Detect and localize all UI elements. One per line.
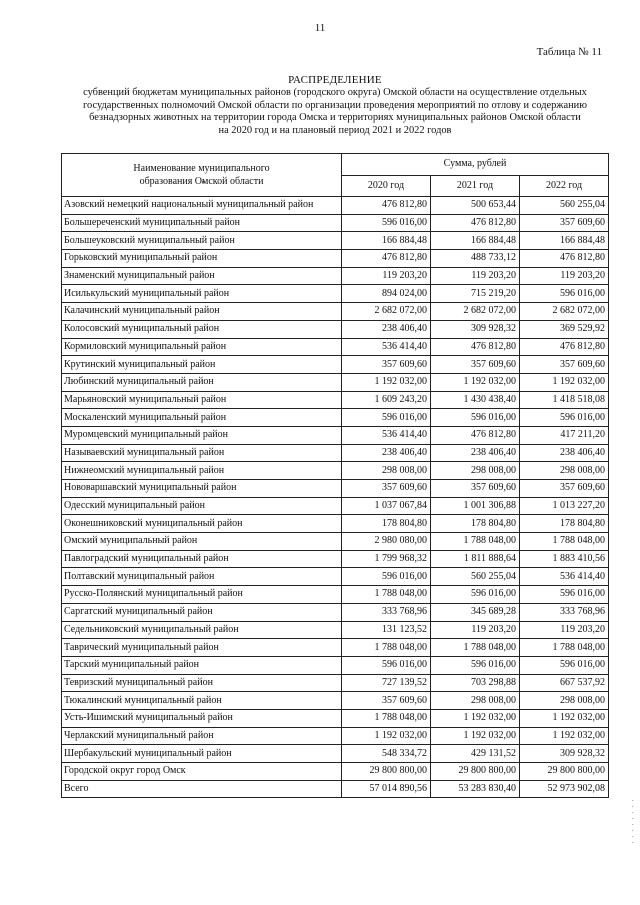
amount-2021: 298 008,00 — [431, 462, 520, 480]
amount-2020: 333 768,96 — [342, 603, 431, 621]
year-2021-header: 2021 год — [431, 175, 520, 197]
table-row — [62, 197, 609, 215]
table-row — [62, 621, 609, 639]
amount-2020: 238 406,40 — [342, 444, 431, 462]
table-row — [62, 480, 609, 498]
table-row — [62, 444, 609, 462]
amount-2022: 2 682 072,00 — [520, 303, 609, 321]
amount-2020: 476 812,80 — [342, 197, 431, 215]
table-row — [62, 603, 609, 621]
heading-line-4: на 2020 год и на плановый период 2021 и 2022 годов — [218, 125, 452, 137]
municipality-name: Седельниковский муниципальный район — [62, 621, 342, 639]
amount-2022: 309 928,32 — [520, 745, 609, 763]
amount-2022: 119 203,20 — [520, 621, 609, 639]
table-row — [62, 586, 609, 604]
amount-2022: 1 788 048,00 — [520, 639, 609, 657]
table-row — [62, 656, 609, 674]
amount-2020: 298 008,00 — [342, 462, 431, 480]
amount-2021: 53 283 830,40 — [431, 780, 520, 798]
amount-2021: 429 131,52 — [431, 745, 520, 763]
table-row — [62, 356, 609, 374]
amount-2022: 298 008,00 — [520, 462, 609, 480]
amount-2021: 476 812,80 — [431, 338, 520, 356]
municipality-name: Колосовский муниципальный район — [62, 320, 342, 338]
municipality-name: Нововаршавский муниципальный район — [62, 480, 342, 498]
amount-2022: 476 812,80 — [520, 250, 609, 268]
table-row — [62, 391, 609, 409]
amount-2020: 166 884,48 — [342, 232, 431, 250]
distribution-table — [61, 153, 609, 798]
table-row — [62, 232, 609, 250]
municipality-name: Тевризский муниципальный район — [62, 674, 342, 692]
municipality-name: Полтавский муниципальный район — [62, 568, 342, 586]
municipality-name: Омский муниципальный район — [62, 533, 342, 551]
amount-2020: 357 609,60 — [342, 692, 431, 710]
amount-2020: 178 804,80 — [342, 515, 431, 533]
heading-title: РАСПРЕДЕЛЕНИЕ — [288, 74, 382, 86]
amount-2022: 357 609,60 — [520, 214, 609, 232]
municipality-name: Усть-Ишимский муниципальный район — [62, 709, 342, 727]
amount-2020: 476 812,80 — [342, 250, 431, 268]
municipality-name: Тарский муниципальный район — [62, 656, 342, 674]
amount-2021: 119 203,20 — [431, 267, 520, 285]
table-row — [62, 462, 609, 480]
amount-2021: 1 788 048,00 — [431, 639, 520, 657]
amount-2022: 166 884,48 — [520, 232, 609, 250]
amount-2021: 238 406,40 — [431, 444, 520, 462]
amount-2020: 1 192 032,00 — [342, 727, 431, 745]
amount-2020: 1 037 067,84 — [342, 497, 431, 515]
amount-2020: 1 799 968,32 — [342, 550, 431, 568]
table-row — [62, 533, 609, 551]
amount-2021: 476 812,80 — [431, 214, 520, 232]
municipality-name: Тюкалинский муниципальный район — [62, 692, 342, 710]
amount-2021: 500 653,44 — [431, 197, 520, 215]
municipality-name: Черлакский муниципальный район — [62, 727, 342, 745]
amount-2021: 166 884,48 — [431, 232, 520, 250]
amount-2020: 1 788 048,00 — [342, 709, 431, 727]
amount-2021: 1 192 032,00 — [431, 373, 520, 391]
document-heading — [60, 74, 610, 138]
municipality-name: Москаленский муниципальный район — [62, 409, 342, 427]
amount-2022: 1 013 227,20 — [520, 497, 609, 515]
table-row — [62, 568, 609, 586]
amount-2020: 894 024,00 — [342, 285, 431, 303]
amount-2022: 1 192 032,00 — [520, 709, 609, 727]
table-label: Таблица № 11 — [536, 46, 602, 58]
amount-2021: 2 682 072,00 — [431, 303, 520, 321]
amount-2022: 1 418 518,08 — [520, 391, 609, 409]
amount-2022: 596 016,00 — [520, 586, 609, 604]
amount-2021: 29 800 800,00 — [431, 763, 520, 781]
table-row — [62, 250, 609, 268]
amount-2021: 298 008,00 — [431, 692, 520, 710]
municipality-name: Исилькульский муниципальный район — [62, 285, 342, 303]
amount-2022: 119 203,20 — [520, 267, 609, 285]
amount-2021: 596 016,00 — [431, 409, 520, 427]
table-body — [62, 197, 609, 798]
total-row — [62, 780, 609, 798]
municipality-name: Азовский немецкий национальный муниципальный район — [62, 197, 342, 215]
amount-2021: 596 016,00 — [431, 656, 520, 674]
heading-line-2: государственных полномочий Омской области по организации проведения мероприятий по отлову и содержанию — [83, 99, 587, 111]
table-row — [62, 373, 609, 391]
amount-2020: 596 016,00 — [342, 409, 431, 427]
amount-2020: 57 014 890,56 — [342, 780, 431, 798]
amount-2022: 1 192 032,00 — [520, 727, 609, 745]
municipality-name: Кормиловский муниципальный район — [62, 338, 342, 356]
amount-2020: 596 016,00 — [342, 214, 431, 232]
table-row — [62, 515, 609, 533]
table-row — [62, 285, 609, 303]
table-row — [62, 674, 609, 692]
sum-column-header: Сумма, рублей — [342, 154, 609, 176]
amount-2022: 476 812,80 — [520, 338, 609, 356]
amount-2022: 333 768,96 — [520, 603, 609, 621]
table-row — [62, 338, 609, 356]
table-row — [62, 497, 609, 515]
amount-2021: 488 733,12 — [431, 250, 520, 268]
amount-2020: 357 609,60 — [342, 480, 431, 498]
amount-2021: 119 203,20 — [431, 621, 520, 639]
amount-2021: 560 255,04 — [431, 568, 520, 586]
municipality-name: Городской округ город Омск — [62, 763, 342, 781]
municipality-name: Одесский муниципальный район — [62, 497, 342, 515]
amount-2022: 178 804,80 — [520, 515, 609, 533]
amount-2022: 369 529,92 — [520, 320, 609, 338]
table-row — [62, 550, 609, 568]
amount-2020: 357 609,60 — [342, 356, 431, 374]
municipality-name: Крутинский муниципальный район — [62, 356, 342, 374]
table-row — [62, 709, 609, 727]
amount-2020: 1 788 048,00 — [342, 639, 431, 657]
amount-2020: 238 406,40 — [342, 320, 431, 338]
amount-2022: 596 016,00 — [520, 409, 609, 427]
amount-2022: 1 192 032,00 — [520, 373, 609, 391]
municipality-name: Саргатский муниципальный район — [62, 603, 342, 621]
amount-2021: 1 811 888,64 — [431, 550, 520, 568]
municipality-name: Марьяновский муниципальный район — [62, 391, 342, 409]
municipality-name: Калачинский муниципальный район — [62, 303, 342, 321]
amount-2020: 29 800 800,00 — [342, 763, 431, 781]
municipality-name: Большеуковский муниципальный район — [62, 232, 342, 250]
amount-2020: 596 016,00 — [342, 656, 431, 674]
table-row — [62, 267, 609, 285]
table-row — [62, 745, 609, 763]
amount-2020: 536 414,40 — [342, 338, 431, 356]
amount-2022: 1 788 048,00 — [520, 533, 609, 551]
amount-2022: 417 211,20 — [520, 426, 609, 444]
municipality-column-header: Наименование муниципального образования Омской области — [62, 154, 342, 197]
amount-2020: 536 414,40 — [342, 426, 431, 444]
heading-line-1: субвенций бюджетам муниципальных районов (городского округа) Омской области на осуществление отдельных — [83, 86, 587, 98]
amount-2021: 1 430 438,40 — [431, 391, 520, 409]
table-row — [62, 727, 609, 745]
table-row — [62, 320, 609, 338]
amount-2021: 1 788 048,00 — [431, 533, 520, 551]
heading-line-3: безнадзорных животных на территории города Омска и территориях муниципальных районов Омской области — [89, 112, 581, 124]
year-2022-header: 2022 год — [520, 175, 609, 197]
amount-2020: 596 016,00 — [342, 568, 431, 586]
amount-2021: 703 298,88 — [431, 674, 520, 692]
amount-2020: 1 192 032,00 — [342, 373, 431, 391]
amount-2021: 345 689,28 — [431, 603, 520, 621]
amount-2022: 596 016,00 — [520, 285, 609, 303]
municipality-name: Большереченский муниципальный район — [62, 214, 342, 232]
amount-2021: 1 001 306,88 — [431, 497, 520, 515]
amount-2020: 1 788 048,00 — [342, 586, 431, 604]
municipality-name: Таврический муниципальный район — [62, 639, 342, 657]
amount-2022: 52 973 902,08 — [520, 780, 609, 798]
amount-2022: 667 537,92 — [520, 674, 609, 692]
scan-margin-dots: · · · · · · · · — [631, 797, 634, 847]
municipality-name: Горьковский муниципальный район — [62, 250, 342, 268]
amount-2022: 29 800 800,00 — [520, 763, 609, 781]
municipality-name: Оконешниковский муниципальный район — [62, 515, 342, 533]
amount-2020: 1 609 243,20 — [342, 391, 431, 409]
amount-2021: 1 192 032,00 — [431, 727, 520, 745]
year-2020-header: 2020 год — [342, 175, 431, 197]
amount-2020: 131 123,52 — [342, 621, 431, 639]
amount-2021: 1 192 032,00 — [431, 709, 520, 727]
amount-2021: 357 609,60 — [431, 356, 520, 374]
page-number: 11 — [314, 22, 326, 34]
table-row — [62, 763, 609, 781]
table-row — [62, 409, 609, 427]
table-row — [62, 303, 609, 321]
municipality-name: Знаменский муниципальный район — [62, 267, 342, 285]
amount-2020: 2 682 072,00 — [342, 303, 431, 321]
amount-2021: 309 928,32 — [431, 320, 520, 338]
amount-2021: 357 609,60 — [431, 480, 520, 498]
amount-2020: 119 203,20 — [342, 267, 431, 285]
municipality-name: Шербакульский муниципальный район — [62, 745, 342, 763]
municipality-name: Русско-Полянский муниципальный район — [62, 586, 342, 604]
amount-2020: 727 139,52 — [342, 674, 431, 692]
amount-2022: 357 609,60 — [520, 356, 609, 374]
table-row — [62, 214, 609, 232]
amount-2021: 715 219,20 — [431, 285, 520, 303]
amount-2021: 476 812,80 — [431, 426, 520, 444]
table-row — [62, 639, 609, 657]
amount-2022: 298 008,00 — [520, 692, 609, 710]
municipality-name: Называевский муниципальный район — [62, 444, 342, 462]
municipality-name: Павлоградский муниципальный район — [62, 550, 342, 568]
amount-2021: 596 016,00 — [431, 586, 520, 604]
amount-2022: 536 414,40 — [520, 568, 609, 586]
amount-2020: 548 334,72 — [342, 745, 431, 763]
amount-2021: 178 804,80 — [431, 515, 520, 533]
municipality-name: Любинский муниципальный район — [62, 373, 342, 391]
amount-2022: 596 016,00 — [520, 656, 609, 674]
amount-2022: 357 609,60 — [520, 480, 609, 498]
table-row — [62, 426, 609, 444]
amount-2022: 1 883 410,56 — [520, 550, 609, 568]
amount-2022: 238 406,40 — [520, 444, 609, 462]
table-row — [62, 692, 609, 710]
amount-2020: 2 980 080,00 — [342, 533, 431, 551]
amount-2022: 560 255,04 — [520, 197, 609, 215]
municipality-name: Нижнеомский муниципальный район — [62, 462, 342, 480]
municipality-name: Муромцевский муниципальный район — [62, 426, 342, 444]
municipality-name: Всего — [62, 780, 342, 798]
